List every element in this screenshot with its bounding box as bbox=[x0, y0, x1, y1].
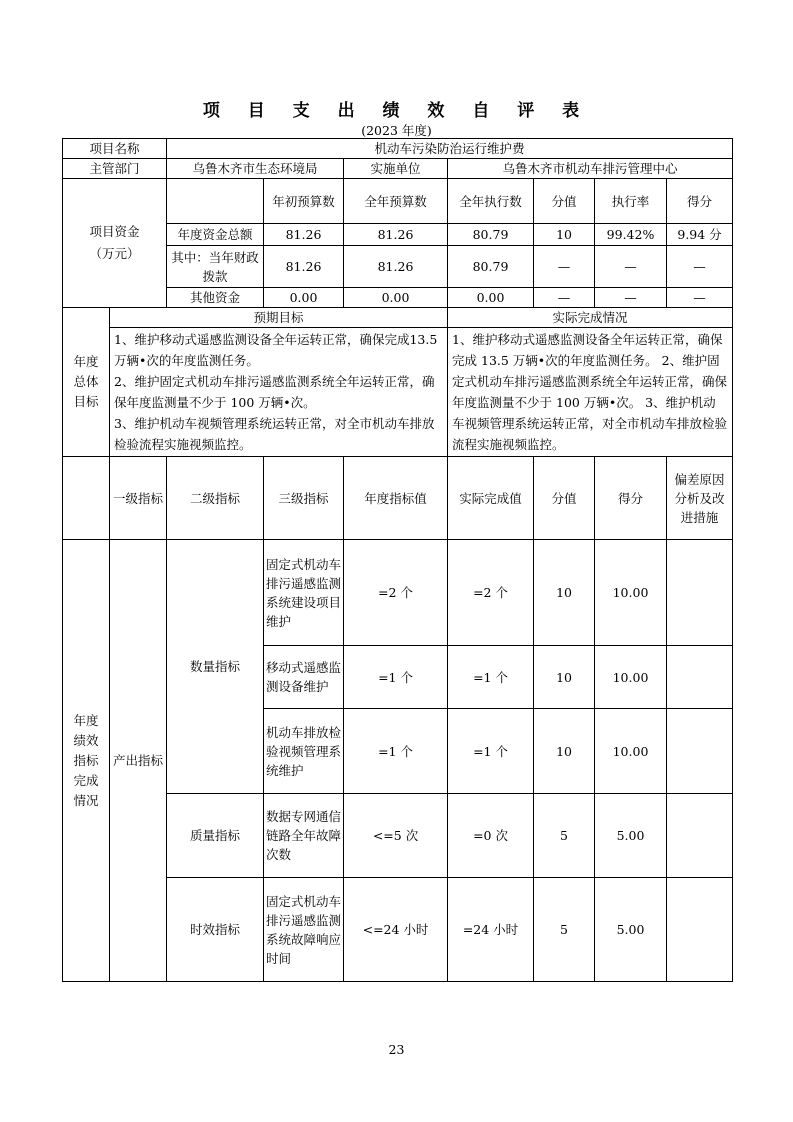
indicator-header: 一级指标 bbox=[110, 457, 167, 540]
target-cell: <=24 小时 bbox=[344, 878, 448, 982]
score-value-cell: 5 bbox=[534, 794, 595, 878]
funds-cell: 81.26 bbox=[344, 224, 448, 246]
quality-indicator-label: 质量指标 bbox=[167, 794, 264, 878]
funds-cell: — bbox=[667, 246, 733, 288]
funds-cell: — bbox=[595, 288, 667, 308]
funds-header-empty bbox=[167, 179, 264, 224]
score-value-cell: 10 bbox=[534, 709, 595, 794]
level1-label: 产出指标 bbox=[110, 540, 167, 982]
timeliness-indicator-label: 时效指标 bbox=[167, 878, 264, 982]
deviation-cell bbox=[667, 540, 733, 646]
actual-cell: =1 个 bbox=[448, 709, 534, 794]
level3-cell: 固定式机动车排污遥感监测系统建设项目维护 bbox=[264, 540, 344, 646]
unit-label: 实施单位 bbox=[344, 159, 448, 179]
funds-cell: — bbox=[595, 246, 667, 288]
funds-header: 全年执行数 bbox=[448, 179, 534, 224]
dept-label: 主管部门 bbox=[63, 159, 167, 179]
indicator-header: 得分 bbox=[595, 457, 667, 540]
level3-cell: 移动式遥感监测设备维护 bbox=[264, 646, 344, 709]
funds-cell: 80.79 bbox=[448, 246, 534, 288]
funds-header: 得分 bbox=[667, 179, 733, 224]
deviation-cell bbox=[667, 794, 733, 878]
funds-row-label: 其他资金 bbox=[167, 288, 264, 308]
score-value-cell: 10 bbox=[534, 646, 595, 709]
doc-year: (2023 年度) bbox=[361, 123, 432, 138]
page-number: 23 bbox=[388, 1042, 405, 1057]
goals-label: 年度 总体 目标 bbox=[63, 308, 110, 457]
project-name-label: 项目名称 bbox=[63, 139, 167, 159]
indicator-header: 实际完成值 bbox=[448, 457, 534, 540]
deviation-cell bbox=[667, 709, 733, 794]
expected-goal-text: 1、维护移动式遥感监测设备全年运转正常，确保完成13.5 万辆•次的年度监测任务。 2、维护固定式机动车排污遥感监测系统全年运转正常，确保年度监测量不少于 100 万辆•次。 3、维护机动车视频管理系统运转正常，对全市机动车排放检验流程实施视频监控。 bbox=[110, 328, 448, 457]
funds-header: 分值 bbox=[534, 179, 595, 224]
indicator-header: 三级指标 bbox=[264, 457, 344, 540]
level3-cell: 数据专网通信链路全年故障次数 bbox=[264, 794, 344, 878]
actual-goal-text: 1、维护移动式遥感监测设备全年运转正常，确保完成 13.5 万辆•次的年度监测任务。 2、维护固定式机动车排污遥感监测系统全年运转正常，确保年度监测量不少于 100 万辆•次。 3、维护机动车视频管理系统运转正常，对全市机动车排放检验流程实施视频监控。 bbox=[448, 328, 733, 457]
indicator-header: 偏差原因分析及改进措施 bbox=[667, 457, 733, 540]
score-cell: 10.00 bbox=[595, 540, 667, 646]
score-cell: 5.00 bbox=[595, 794, 667, 878]
indicator-header: 年度指标值 bbox=[344, 457, 448, 540]
funds-cell: — bbox=[667, 288, 733, 308]
funds-cell: 80.79 bbox=[448, 224, 534, 246]
indicator-section-label: 年度 绩效 指标 完成 情况 bbox=[63, 540, 110, 982]
funds-cell: 0.00 bbox=[264, 288, 344, 308]
table-row bbox=[63, 540, 733, 646]
target-cell: =1 个 bbox=[344, 709, 448, 794]
expected-goal-header: 预期目标 bbox=[110, 308, 448, 328]
level3-cell: 固定式机动车排污遥感监测系统故障响应时间 bbox=[264, 878, 344, 982]
target-cell: =1 个 bbox=[344, 646, 448, 709]
quantity-indicator-label: 数量指标 bbox=[167, 540, 264, 794]
funds-cell: 9.94 分 bbox=[667, 224, 733, 246]
deviation-cell bbox=[667, 878, 733, 982]
indicator-header-row bbox=[63, 457, 733, 540]
target-cell: =2 个 bbox=[344, 540, 448, 646]
doc-title: 项 目 支 出 绩 效 自 评 表 bbox=[202, 101, 591, 121]
funds-row-label: 其中：当年财政拨款 bbox=[167, 246, 264, 288]
funds-row-label: 年度资金总额 bbox=[167, 224, 264, 246]
funds-header: 年初预算数 bbox=[264, 179, 344, 224]
actual-cell: =2 个 bbox=[448, 540, 534, 646]
funds-label: 项目资金 （万元） bbox=[63, 179, 167, 308]
score-cell: 10.00 bbox=[595, 709, 667, 794]
funds-header: 执行率 bbox=[595, 179, 667, 224]
actual-cell: =1 个 bbox=[448, 646, 534, 709]
funds-cell: 99.42% bbox=[595, 224, 667, 246]
target-cell: <=5 次 bbox=[344, 794, 448, 878]
deviation-cell bbox=[667, 646, 733, 709]
funds-cell: — bbox=[534, 288, 595, 308]
dept-value: 乌鲁木齐市生态环境局 bbox=[167, 159, 344, 179]
score-cell: 5.00 bbox=[595, 878, 667, 982]
funds-cell: 0.00 bbox=[344, 288, 448, 308]
performance-table bbox=[62, 138, 733, 982]
score-cell: 10.00 bbox=[595, 646, 667, 709]
level3-cell: 机动车排放检验视频管理系统维护 bbox=[264, 709, 344, 794]
funds-cell: 81.26 bbox=[264, 246, 344, 288]
funds-cell: 81.26 bbox=[264, 224, 344, 246]
funds-cell: 10 bbox=[534, 224, 595, 246]
actual-goal-header: 实际完成情况 bbox=[448, 308, 733, 328]
funds-cell: — bbox=[534, 246, 595, 288]
unit-value: 乌鲁木齐市机动车排污管理中心 bbox=[448, 159, 733, 179]
funds-cell: 0.00 bbox=[448, 288, 534, 308]
funds-header: 全年预算数 bbox=[344, 179, 448, 224]
indicator-header: 二级指标 bbox=[167, 457, 264, 540]
actual-cell: =24 小时 bbox=[448, 878, 534, 982]
project-name: 机动车污染防治运行维护费 bbox=[167, 139, 733, 159]
funds-cell: 81.26 bbox=[344, 246, 448, 288]
indicator-header-empty bbox=[63, 457, 110, 540]
score-value-cell: 5 bbox=[534, 878, 595, 982]
actual-cell: =0 次 bbox=[448, 794, 534, 878]
indicator-header: 分值 bbox=[534, 457, 595, 540]
score-value-cell: 10 bbox=[534, 540, 595, 646]
